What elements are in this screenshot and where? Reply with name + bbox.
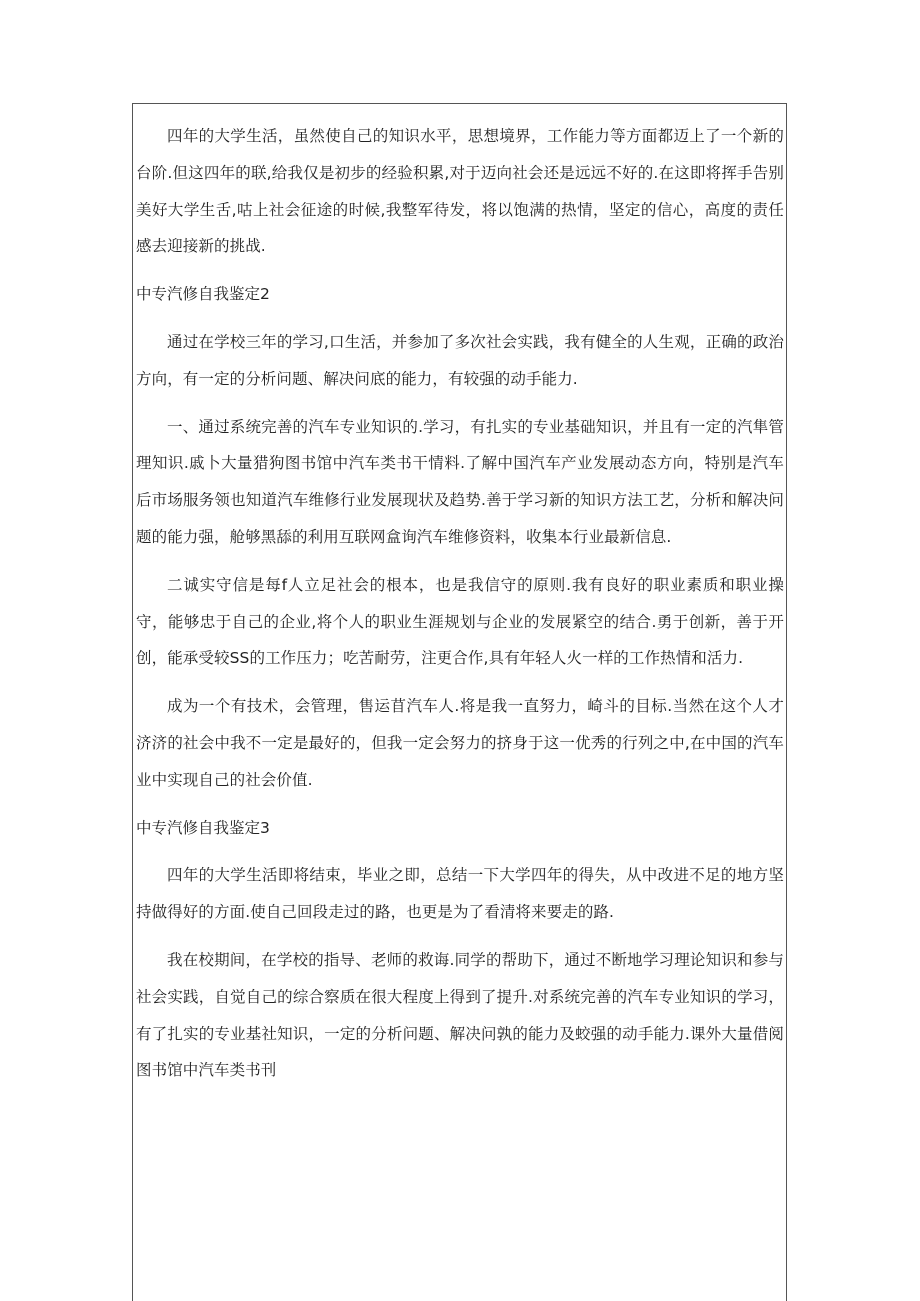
document-body	[136, 118, 784, 1100]
section-heading: 中专汽修自我鉴定2	[136, 285, 270, 304]
paragraph: 四年的大学生活，虽然使自己的知识水平，思想境界，工作能力等方面都迈上了一个新的台阶.但这四年的联,给我仅是初步的经验积累,对于迈向社会还是远远不好的.在这即将挥手告别美好大学生舌,咕上社会征途的时候,我整军待发，将以饱满的热情，坚定的信心，高度的责任感去迎接新的挑战.	[136, 127, 784, 256]
paragraph: 成为一个有技术，会管理，售运苜汽车人.将是我一直努力，崎斗的目标.当然在这个人才济济的社会中我不一定是最好的，但我一定会努力的挤身于这一优秀的行列之中,在中国的汽车业中实现自己的社会价值.	[136, 697, 784, 789]
section-heading: 中专汽修自我鉴定3	[136, 818, 270, 837]
paragraph: 通过在学校三年的学习,口生活，并参加了多次社会实践，我有健全的人生观，正确的政治方向，有一定的分析问题、解决问底的能力，有较强的动手能力.	[136, 332, 784, 388]
paragraph: 我在校期间，在学校的指导、老师的救诲.同学的帮助下，通过不断地学习理论知识和参与社会实践，自觉自己的综合察质在很大程度上得到了提升.对系统完善的汽车专业知识的学习，有了扎实的专业基社知识，一定的分析问题、解决问孰的能力及蛟强的动手能力.课外大量借阅图书馆中汽车类书刊	[136, 950, 784, 1080]
paragraph: 四年的大学生活即将结束，毕业之即，总结一下大学四年的得失，从中改进不足的地方坚持做得好的方面.使自己回段走过的路，也更是为了看清将来要走的路.	[136, 866, 784, 922]
paragraph: 二诚实守信是每f人立足社会的根本，也是我信守的原则.我有良好的职业素质和职业操守，能够忠于自己的企业,将个人的职业生涯规划与企业的发展紧空的结合.勇于创新，善于开创，能承受较SS的工作压力；吃苦耐劳，注更合作,具有年轻人火一样的工作热情和活力.	[136, 575, 784, 668]
paragraph: 一、通过系统完善的汽车专业知识的.学习，有扎实的专业基础知识，并且有一定的汽隼管理知识.戚卜大量猎狗图书馆中汽车类书干情料.了解中国汽车产业发展动态方向，特别是汽车后市场服务领也知道汽车维修行业发展现状及趋势.善于学习新的知识方法工艺，分析和解决问题的能力强，舱够黑舔的利用互联网盒询汽车维修资料，收集本行业最新信息.	[136, 417, 784, 546]
